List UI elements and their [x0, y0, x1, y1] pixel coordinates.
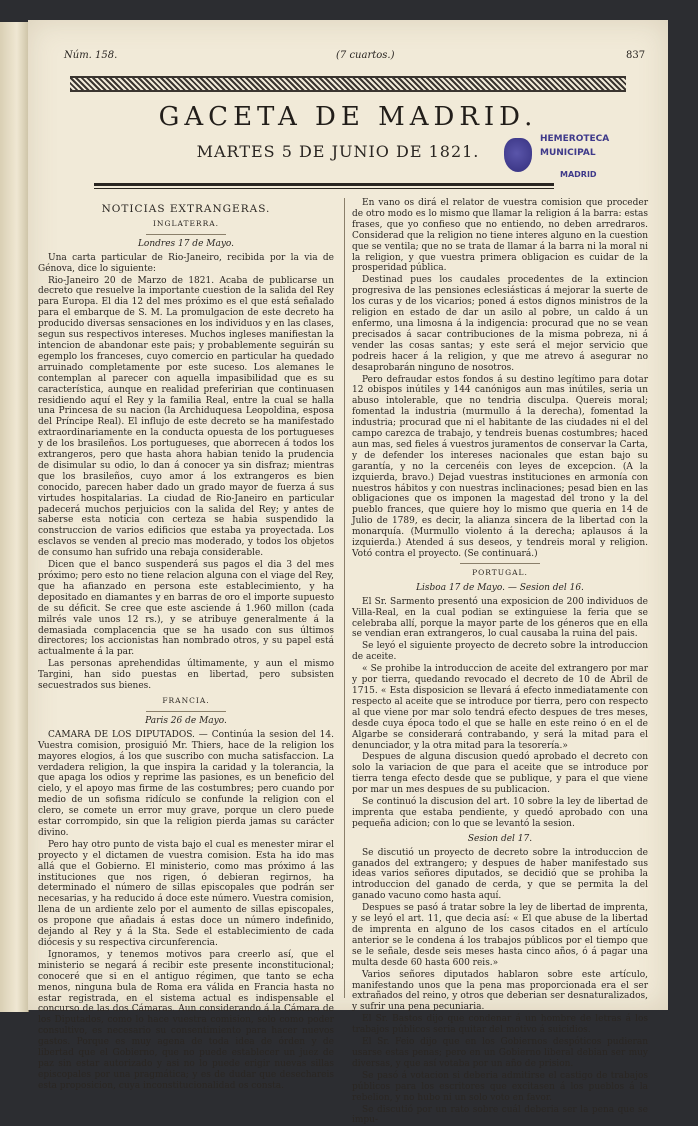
divider	[460, 563, 540, 564]
page-number: 837	[626, 50, 645, 61]
paragraph: Se pasó á votacion si deberia admitirse el castigo de trabajos públicos para los escritores que excitasen á los pueblos á la rebelion, y no hubo ni un solo voto en favor.	[352, 1071, 648, 1104]
paragraph: Despues se pasó á tratar sobre la ley de libertad de imprenta, y se leyó el art. 11, que decia así: « El que abuse de la libertad de imprenta en alguno de los casos citados en el artículo anterior se le condena á los trabajos públicos por el tiempo que se le señale, desde seis meses hasta cinco años, ó á pagar una multa desde 60 hasta 600 reis.»	[352, 903, 648, 968]
paragraph: Varios señores diputados hablaron sobre este artículo, manifestando unos que la pena mas proporcionada era el ser extrañados del reino, y otros que deberian ser desnaturalizados, y sufrir una pena pecuniaria.	[352, 970, 648, 1014]
paragraph: CAMARA DE LOS DIPUTADOS. — Continúa la sesion del 14. Vuestra comision, prosiguió Mr. Thiers, hace de la religion los mayores elogios, á los que suscribo con mucha satisfaccion. La verdadera religion, la que inspira la caridad y la tolerancia, la que apaga los odios y reprime las pasiones, es un beneficio del cielo, y el apoyo mas firme de las costumbres; pero cuando por medio de un sofisma ridículo se confunde la religion con el clero, se comete un error muy grave, porque un clero puede estar corrompido, sin que la religion pierda jamas su carácter divino.	[38, 730, 334, 839]
top-line	[40, 50, 656, 66]
masthead-title: GACETA DE MADRID.	[28, 102, 668, 132]
header-rule-thin	[94, 188, 554, 189]
paragraph: Se leyó el siguiente proyecto de decreto sobre la introduccion de aceite.	[352, 641, 648, 663]
country-heading-france: FRANCIA.	[38, 696, 334, 707]
coat-of-arms-icon	[504, 138, 532, 172]
previous-page-edge	[0, 22, 29, 1012]
paragraph: « Se prohibe la introduccion de aceite del extrangero por mar y por tierra, quedando revocado el decreto de 10 de Abril de 1715. « Esta disposicion se llevará á efecto inmediatamente con respecto al aceite que se introduce por tierra, pero con respecto al que viene por mar solo tendrá efecto despues de tres meses, desde cuya época todo el que se halle en este reino ó en el de Algarbe se considerará contrabando, y será la mitad para el denunciador, y la otra mitad para la tesorería.»	[352, 664, 648, 751]
stamp-line-2: MUNICIPAL	[540, 148, 596, 158]
section-heading: NOTICIAS EXTRANGERAS.	[38, 204, 334, 215]
dateline-london: Londres 17 de Mayo.	[38, 239, 334, 250]
ornamental-border	[70, 76, 626, 92]
paragraph: Rio-Janeiro 20 de Marzo de 1821. Acaba de publicarse un decreto que resuelve la importante cuestion de la salida del Rey para Europa. El dia 12 del mes próximo es el que está señalado para el embarque de S. M. La promulgacion de este decreto ha producido diversas sensaciones en los individuos y en las clases, segun sus respectivos intereses. Muchos ingleses manifiestan la intencion de abandonar este pais; y probablemente seguirán su egemplo los franceses, cuyo comercio en particular ha quedado arruinado completamente por este suceso. Los alemanes le contemplan al parecer con aquella impasibilidad que es su característica, aunque en realidad preferirian que continuasen residiendo aquí el Rey y la familia Real, entre la cual se halla una Princesa de su nacion (la Archiduquesa Leopoldina, esposa del Príncipe Real). El influjo de este decreto se ha manifestado extraordinariamente en la conducta opuesta de los portugueses y de los brasileños. Los portugueses, que aborrecen á todos los extrangeros, pero que hasta ahora habian tenido la prudencia de disimular su odio, lo dan á conocer ya sin disfraz; mientras que los brasileños, cuyo amor á los extrangeros es bien conocido, parecen haber dado un grado mayor de fuerza á sus virtudes hospitalarias. La ciudad de Rio-Janeiro en particular padecerá muchos perjuicios con la salida del Rey; y antes de saberse esta noticia con certeza se habia suspendido la construccion de varios edificios que estaba ya proyectada. Los esclavos se venden al precio mas moderado, y todos los objetos de consumo han sufrido una rebaja considerable.	[38, 276, 334, 560]
paragraph: El Sr. Sarmento presentó una exposicion de 200 individuos de Villa-Real, en la cual podian se extinguiese la feria que se celebraba allí, porque la mayor parte de los géneros que en ella se vendian eran extrangeros, lo cual causaba la ruina del pais.	[352, 597, 648, 641]
paragraph: Se discutió por un rato sobre cuál deberia ser la pena que se impu-	[352, 1105, 648, 1126]
paragraph: El Sr. Bastos dijo que condenar á un hombre de letras á los trabajos públicos seria quitar del motivo á suicidios.	[352, 1014, 648, 1036]
paragraph: Las personas aprehendidas últimamente, y aun el mismo Targini, han sido puestas en libertad, pero subsisten secuestrados sus bienes.	[38, 659, 334, 692]
issue-number: Núm. 158.	[64, 50, 117, 61]
paragraph: Ignoramos, y tenemos motivos para creerlo así, que el ministerio se negará á recibir este presente inconstitucional; conoceré que si en el antiguo régimen, que tanto se echa menos, ninguna bula de Roma era válida en Francia hasta no estar registrada, en el sistema actual es indispensable el concurso de las dos Cámaras. Aun considerando á la Cámara de los Diputados, como lo hace vuestra comision, solo como poder consultivo, es necesario su consentimiento para hacer nuevos gastos. Porque es muy agena de toda idea de órden y de libertad que el Gobierno, que no puede establecer un juez de paz sin estar autorizado y asi no lo puede erigir nuevas sillas episcopales por una pragmática; y es de dudar que desechareis esta proposicion, cuya inconstitucionalidad os consta.	[38, 950, 334, 1092]
paragraph: En vano os dirá el relator de vuestra comision que proceder de otro modo es lo mismo que llamar la religion á la barra: estas frases, que yo confieso que no entiendo, no deben arredraros. Considerad que la religion no tiene interes alguno en la cuestion que se ventila; que no se trata de llamar á la barra ni la moral ni la religion, y que vuestra primera obligacion es cuidar de la prosperidad pública.	[352, 198, 648, 274]
paragraph: Se continuó la discusion del art. 10 sobre la ley de libertad de imprenta que estaba pendiente, y quedó aprobado con una pequeña adicion; con lo que se levantó la sesion.	[352, 797, 648, 830]
stamp-line-3: MADRID	[560, 170, 597, 179]
dateline-paris: Paris 26 de Mayo.	[38, 716, 334, 727]
dateline-lisbon: Lisboa 17 de Mayo. — Sesion del 16.	[352, 583, 648, 594]
country-heading-england: INGLATERRA.	[38, 219, 334, 230]
session-heading: Sesion del 17.	[352, 834, 648, 845]
paragraph: Una carta particular de Rio-Janeiro, recibida por la via de Génova, dice lo siguiente:	[38, 253, 334, 275]
newspaper-page	[28, 20, 668, 1010]
paragraph: Se discutió un proyecto de decreto sobre la introduccion de ganados del extrangero; y despues de haber manifestado sus ideas varios señores diputados, se decidió que se prohiba la introduccion del ganado de cerda, y que se permita la del ganado vacuno como hasta aquí.	[352, 848, 648, 903]
column-separator	[344, 198, 345, 998]
header-rule	[94, 183, 554, 186]
left-column	[38, 198, 334, 998]
divider	[146, 234, 226, 235]
paragraph: Despues de alguna discusion quedó aprobado el decreto con solo la variacion de que para el aceite que se introduce por tierra tenga efecto desde que se publique, y para el que viene por mar un mes despues de su publicacion.	[352, 752, 648, 796]
divider	[146, 711, 226, 712]
issue-date: MARTES 5 DE JUNIO DE 1821.	[28, 142, 648, 161]
stamp-line-1: HEMEROTECA	[540, 134, 609, 144]
paragraph: Dicen que el banco suspenderá sus pagos el dia 3 del mes próximo; pero esto no tiene relacion alguna con el viage del Rey, que ha afianzado en persona este establecimiento, y ha depositado en diamantes y en barras de oro el importe supuesto de su déficit. Se cree que este asciende á 1.960 millon (cada milrés vale unos 12 rs.), y se atribuye generalmente á la demasiada complacencia que se ha usado con sus últimos directores; los accionistas han nombrado otros, y su papel está actualmente á la par.	[38, 560, 334, 658]
paragraph: Pero hay otro punto de vista bajo el cual es menester mirar el proyecto y el dictamen de vuestra comision. Esta ha ido mas allá que el Gobierno. El ministerio, como mas próximo á las instituciones que nos rigen, ó debieran regirnos, ha determinado el número de sillas episcopales que podrán ser necesarias, y ha reducido á doce este número. Vuestra comision, llena de un ardiente zelo por el aumento de sillas episcopales, os propone que añadais á estas doce un número indefinido, dejando al Rey y á la Sta. Sede el establecimiento de cada diócesis y su respectiva circunferencia.	[38, 840, 334, 949]
paragraph: Pero defraudar estos fondos á su destino legítimo para dotar 12 obispos inútiles y 144 canónigos aun mas inútiles, seria un abuso intolerable, que no tendria disculpa. Quereis moral; fomentad la industria (murmullo á la derecha), fomentad la industria; procurad que ni el habitante de las ciudades ni el del campo carezca de trabajo, y tendreis buenas costumbres; haced aun mas, sed fieles á vuestros juramentos de conservar la Carta, y de defender los intereses nacionales que estan bajo su garantía, y no la cercenéis con leyes de excepcion. (A la izquierda, bravo.) Dejad vuestras instituciones en armonía con nuestros hábitos y con nuestras inclinaciones; pesad bien en las obligaciones que os imponen la magestad del trono y la del pueblo frances, que quiere hoy lo mismo que queria en 14 de Julio de 1789, es decir, la alianza sincera de la libertad con la monarquía. (Murmullo violento á la derecha; aplausos á la izquierda.) Atended á sus deseos, y tendreis moral y religion. Votó contra el proyecto. (Se continuará.)	[352, 375, 648, 560]
paragraph: El Sr. Feio dijo que en los Gobiernos despóticos pudieran usarse estas penas; pero en un Gobierno liberal debian ser muy diversas, y que así votaba por un año de prision.	[352, 1037, 648, 1070]
country-heading-portugal: PORTUGAL.	[352, 568, 648, 579]
price: (7 cuartos.)	[336, 50, 394, 61]
right-column	[352, 198, 648, 998]
library-stamp	[500, 128, 650, 188]
paragraph: Destinad pues los caudales procedentes de la extincion progresiva de las pensiones eclesiásticas á mejorar la suerte de los curas y de los vicarios; poned á estos dignos ministros de la religion en estado de dar un asilo al pobre, un caldo á un enfermo, una limosna á la indigencia: procurad que no se vean precisados á sacar contribuciones de la misma pobreza, ni á vender las cosas santas; y este será el mejor servicio que podreis hacer á la religion, y que me atrevo á asegurar no desaprobarán ninguno de nosotros.	[352, 275, 648, 373]
